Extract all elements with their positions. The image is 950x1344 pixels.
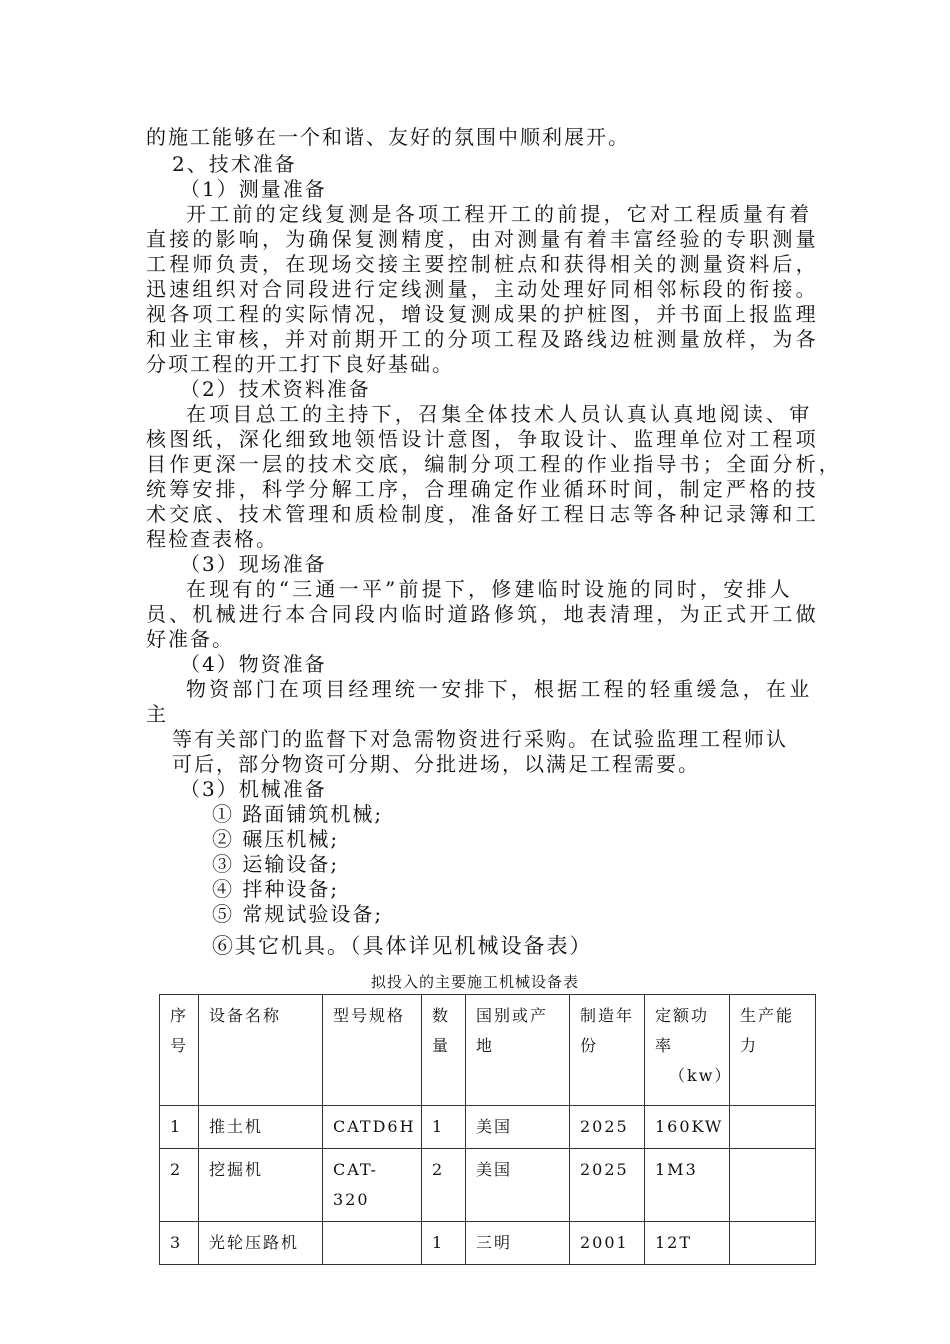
list-item: ⑥其它机具。（具体详见机械设备表） [212,934,593,958]
subsection-heading: （2）技术资料准备 [180,377,371,401]
table-cell: 3 [160,1222,199,1265]
text-line: 术交底、技术管理和质检制度，准备好工程日志等各种记录簿和工 [146,502,819,526]
table-cell [730,1149,816,1222]
table-cell [323,1222,422,1265]
text-line: 直接的影响，为确保复测精度，由对测量有着丰富经验的专职测量 [146,227,819,251]
table-cell: 1 [422,1106,466,1149]
header-cell: 制造年 份 [570,995,645,1106]
table-cell: 光轮压路机 [199,1222,323,1265]
list-item: ① 路面铺筑机械; [212,802,384,826]
table-cell [730,1106,816,1149]
section-heading: 2、技术准备 [172,152,297,176]
text-line: 的施工能够在一个和谐、友好的氛围中顺利展开。 [146,125,630,149]
table-cell: CAT-320 [323,1149,422,1222]
text-line: 迅速组织对合同段进行定线测量，主动处理好同相邻标段的衔接。 [146,277,819,301]
text-line: 在现有的“三通一平”前提下，修建临时设施的同时，安排人 [186,577,793,601]
table-cell: 挖掘机 [199,1149,323,1222]
table-cell: 美国 [466,1149,570,1222]
table-cell: 1 [160,1106,199,1149]
table-cell: 2 [160,1149,199,1222]
text-line: 好准备。 [146,627,234,651]
text-line: 统筹安排，科学分解工序，合理确定作业循环时间，制定严格的技 [146,477,819,501]
list-item: ③ 运输设备; [212,852,340,876]
header-cell: 国别或产 地 [466,995,570,1106]
header-cell: 数 量 [422,995,466,1106]
table-row [160,1222,816,1265]
header-cell: 序 号 [160,995,199,1106]
text-line: 开工前的定线复测是各项工程开工的前提，它对工程质量有着 [186,202,813,226]
text-line: 核图纸，深化细致地领悟设计意图，争取设计、监理单位对工程项 [146,427,819,451]
table-cell: 1 [422,1222,466,1265]
subsection-heading: （4）物资准备 [180,652,327,676]
table-header-row [160,995,816,1106]
text-line: 物资部门在项目经理统一安排下，根据工程的轻重缓急，在业 [186,677,813,701]
text-line: 视各项工程的实际情况，增设复测成果的护桩图，并书面上报监理 [146,302,819,326]
text-line: 在项目总工的主持下，召集全体技术人员认真认真地阅读、审 [186,402,813,426]
table-row [160,1149,816,1222]
table-cell: 美国 [466,1106,570,1149]
list-item: ② 碾压机械; [212,827,340,851]
text-line: 员、机械进行本合同段内临时道路修筑，地表清理，为正式开工做 [146,602,819,626]
table-row [160,1106,816,1149]
table-cell: CATD6H [323,1106,422,1149]
header-cell: 设备名称 [199,995,323,1106]
text-line: 程检查表格。 [146,527,278,551]
header-cell: 生产能 力 [730,995,816,1106]
text-line: 等有关部门的监督下对急需物资进行采购。在试验监理工程师认 [172,727,788,751]
table-cell: 推土机 [199,1106,323,1149]
table-cell: 三明 [466,1222,570,1265]
subsection-heading: （3）机械准备 [180,777,327,801]
table-cell [730,1222,816,1265]
table-cell: 2025 [570,1149,645,1222]
table-cell: 2025 [570,1106,645,1149]
equipment-table [159,994,816,1265]
text-line: 分项工程的开工打下良好基础。 [146,352,454,376]
table-cell: 2001 [570,1222,645,1265]
table-cell: 2 [422,1149,466,1222]
subsection-heading: （3）现场准备 [180,552,327,576]
list-item: ④ 拌种设备; [212,877,340,901]
text-line: 可后，部分物资可分期、分批进场，以满足工程需要。 [172,752,700,776]
text-line: 目作更深一层的技术交底，编制分项工程的作业指导书；全面分析， [146,452,842,476]
text-line: 和业主审核，并对前期开工的分项工程及路线边桩测量放样，为各 [146,327,819,351]
list-item: ⑤ 常规试验设备; [212,902,384,926]
header-cell: 型号规格 [323,995,422,1106]
table-cell: 160KW [645,1106,730,1149]
header-cell: 定额功 率 （kw） [645,995,730,1106]
text-line: 主 [146,702,168,726]
subsection-heading: （1）测量准备 [180,177,327,201]
text-line: 工程师负责，在现场交接主要控制桩点和获得相关的测量资料后， [146,252,819,276]
table-caption: 拟投入的主要施工机械设备表 [370,973,579,991]
table-cell: 1M3 [645,1149,730,1222]
table-cell: 12T [645,1222,730,1265]
